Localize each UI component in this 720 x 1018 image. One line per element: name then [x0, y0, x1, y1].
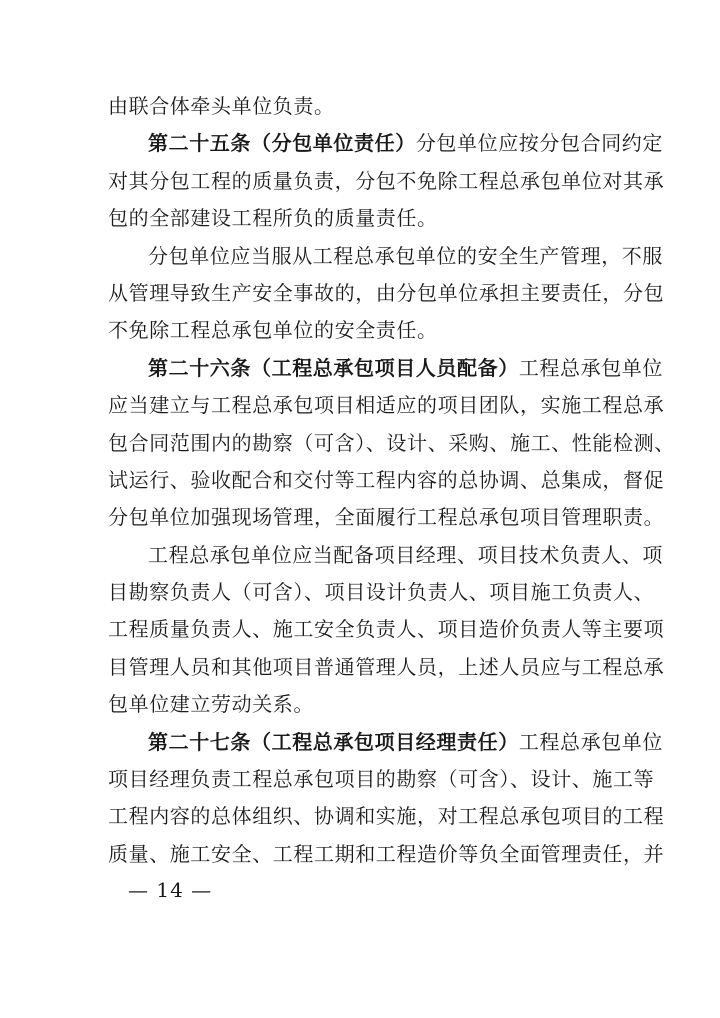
line-text: 工程总承包单位: [518, 355, 664, 380]
paragraph-line: [108, 649, 665, 686]
article-25-heading-line: [108, 125, 664, 162]
article-27-heading-line: [108, 724, 664, 761]
article-26-heading-line: [108, 350, 664, 387]
paragraph-line: [108, 425, 675, 462]
paragraph-line: [108, 275, 665, 312]
paragraph-line: [108, 574, 655, 611]
paragraph-line: [108, 537, 663, 574]
paragraph-line: [108, 88, 624, 125]
article-26-title: 第二十六条（工程总承包项目人员配备）: [148, 355, 519, 380]
line-text: 包合同范围内的勘察（可含）、设计、采购、施工、性能检测、: [108, 430, 675, 455]
line-text: 工程内容的总体组织、协调和实施，对工程总承包项目的工程: [108, 804, 665, 829]
paragraph-line: [108, 200, 624, 237]
line-text: 不免除工程总承包单位的安全责任。: [108, 318, 438, 343]
article-27-title: 第二十七条（工程总承包项目经理责任）: [148, 729, 519, 754]
line-text: 目勘察负责人（可含）、项目设计负责人、项目施工负责人、: [108, 580, 655, 605]
document-body: [108, 88, 675, 873]
line-text: 目管理人员和其他项目普通管理人员，上述人员应与工程总承: [108, 654, 665, 679]
paragraph-line: [108, 238, 663, 275]
page-number: — 14 —: [128, 878, 213, 902]
line-text: 项目经理负责工程总承包项目的勘察（可含）、设计、施工等: [108, 767, 655, 792]
article-25-title: 第二十五条（分包单位责任）: [148, 131, 416, 156]
line-text: 包的全部建设工程所负的质量责任。: [108, 206, 438, 231]
paragraph-line: [108, 462, 665, 499]
line-text: 由联合体牵头单位负责。: [108, 94, 335, 118]
line-text: 工程总承包单位应当配备项目经理、项目技术负责人、项: [148, 542, 663, 567]
line-text: 包单位建立劳动关系。: [108, 692, 314, 717]
paragraph-line: [108, 836, 665, 873]
line-text: 质量、施工安全、工程工期和工程造价等负全面管理责任，并: [108, 841, 665, 866]
line-text: 工程总承包单位: [518, 729, 664, 754]
paragraph-line: [108, 798, 665, 835]
line-text: 对其分包工程的质量负责，分包不免除工程总承包单位对其承: [108, 168, 665, 193]
line-text: 分包单位应按分包合同约定: [415, 131, 664, 156]
line-text: 分包单位应当服从工程总承包单位的安全生产管理，不服: [148, 243, 663, 268]
paragraph-line: [108, 686, 624, 723]
paragraph-line: [108, 163, 665, 200]
line-text: 从管理导致生产安全事故的，由分包单位承担主要责任，分包: [108, 280, 665, 305]
paragraph-line: [108, 761, 655, 798]
paragraph-line: [108, 499, 665, 536]
paragraph-line: [108, 387, 665, 424]
paragraph-line: [108, 312, 624, 349]
paragraph-line: [108, 611, 665, 648]
line-text: 试运行、验收配合和交付等工程内容的总协调、总集成，督促: [108, 467, 665, 492]
line-text: 工程质量负责人、施工安全负责人、项目造价负责人等主要项: [108, 617, 665, 642]
line-text: 应当建立与工程总承包项目相适应的项目团队，实施工程总承: [108, 393, 665, 418]
line-text: 分包单位加强现场管理，全面履行工程总承包项目管理职责。: [108, 505, 665, 530]
